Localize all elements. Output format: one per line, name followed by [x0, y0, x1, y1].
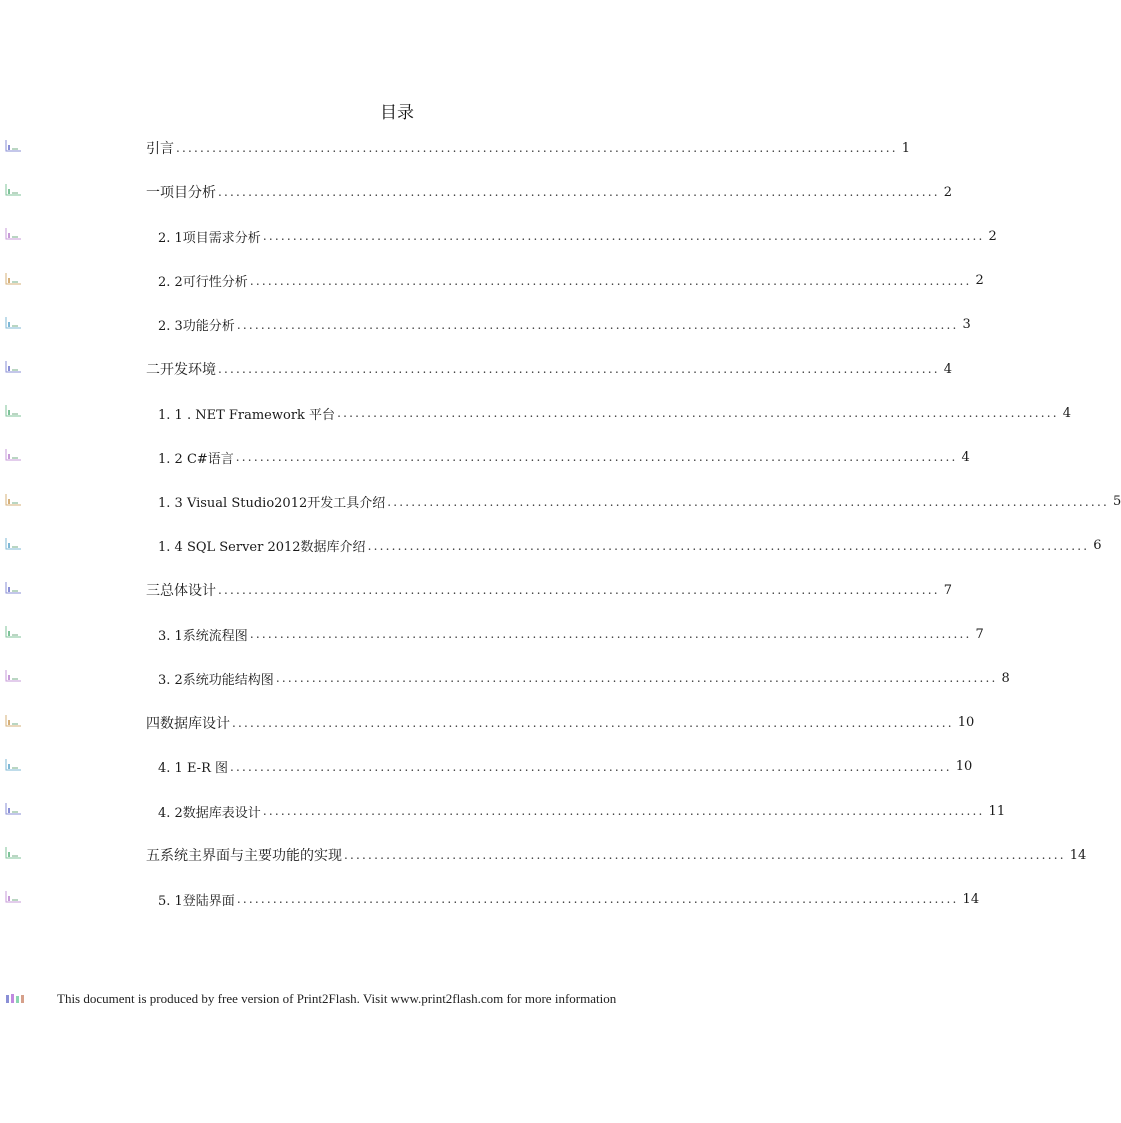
- toc-page-number: 4: [1062, 405, 1072, 421]
- toc-entry-label: 2. 1项目需求分析: [158, 230, 261, 246]
- toc-entry-label: 2. 2可行性分析: [158, 275, 248, 291]
- bookmark-marker-icon: [5, 404, 23, 418]
- toc-entry-label: 5. 1登陆界面: [158, 893, 235, 909]
- toc-entry-label: 四数据库设计: [146, 715, 230, 732]
- toc-leader-dots: ........................................................................................................................: [232, 715, 954, 730]
- toc-entry[interactable]: [158, 269, 984, 293]
- bookmark-marker-icon: [5, 890, 23, 904]
- toc-page-number: 14: [1069, 847, 1087, 863]
- footer: [0, 991, 794, 1009]
- footer-text: This document is produced by free version of Print2Flash. Visit www.print2flash.com for more information: [57, 991, 617, 1006]
- toc-row[interactable]: [0, 711, 975, 735]
- toc-entry[interactable]: [158, 445, 970, 469]
- toc-page-number: 10: [955, 759, 973, 775]
- toc-row[interactable]: [0, 401, 1072, 425]
- toc-page-number: 11: [988, 803, 1006, 819]
- toc-entry[interactable]: [158, 622, 984, 646]
- bookmark-marker-icon: [5, 360, 23, 374]
- bookmark-marker-icon: [5, 802, 23, 816]
- toc-entry[interactable]: [146, 711, 975, 735]
- toc-leader-dots: ........................................................................................................................: [218, 185, 940, 200]
- toc-leader-dots: ........................................................................................................................: [176, 141, 898, 155]
- bookmark-marker-icon: [5, 625, 23, 639]
- toc-row[interactable]: [0, 490, 1121, 514]
- toc-leader-dots: ........................................................................................................................: [337, 406, 1059, 421]
- toc-leader-dots: ........................................................................................................................: [235, 450, 958, 465]
- toc-entry-label: 五系统主界面与主要功能的实现: [146, 848, 342, 865]
- toc-page-number: 7: [975, 626, 984, 642]
- toc-row[interactable]: [0, 755, 973, 779]
- toc-row[interactable]: [0, 843, 1087, 867]
- toc-page-number: 8: [1001, 670, 1010, 686]
- toc-leader-dots: ........................................................................................................................: [249, 627, 972, 642]
- toc-entry-label: 一项目分析: [146, 185, 216, 202]
- toc-page-number: 4: [943, 361, 953, 377]
- toc-row[interactable]: [0, 622, 984, 646]
- toc-row[interactable]: [0, 578, 953, 602]
- toc-entry[interactable]: [146, 843, 1087, 867]
- toc-row[interactable]: [0, 445, 970, 469]
- toc-entry-label: 1. 3 Visual Studio2012开发工具介绍: [158, 496, 386, 512]
- toc-row[interactable]: [0, 180, 953, 204]
- toc-entry[interactable]: [158, 666, 1010, 690]
- toc-leader-dots: ........................................................................................................................: [249, 273, 972, 288]
- toc-entry-label: 2. 3功能分析: [158, 319, 235, 335]
- toc-entry[interactable]: [158, 887, 980, 911]
- toc-page-number: 4: [961, 449, 970, 465]
- toc-entry[interactable]: [158, 755, 973, 779]
- toc-row[interactable]: [0, 313, 971, 337]
- toc-row[interactable]: [0, 224, 997, 248]
- toc-page-number: 1: [901, 140, 911, 156]
- toc-leader-dots: ........................................................................................................................: [236, 892, 959, 907]
- toc-entry[interactable]: [158, 534, 1102, 558]
- bookmark-marker-icon: [5, 272, 23, 286]
- bookmark-marker-icon: [5, 139, 23, 153]
- toc-leader-dots: ........................................................................................................................: [262, 229, 985, 244]
- bookmark-marker-icon: [5, 669, 23, 683]
- toc-page-number: 10: [957, 715, 975, 731]
- toc-page-number: 7: [943, 582, 953, 598]
- toc-row[interactable]: [0, 534, 1102, 558]
- page-title: 目录: [380, 103, 414, 123]
- toc-leader-dots: ........................................................................................................................: [236, 317, 959, 332]
- toc-leader-dots: ........................................................................................................................: [344, 848, 1066, 863]
- toc-leader-dots: ........................................................................................................................: [218, 362, 940, 376]
- toc-row[interactable]: [0, 269, 984, 293]
- toc-entry-label: 1. 4 SQL Server 2012数据库介绍: [158, 540, 366, 556]
- bookmark-marker-icon: [5, 537, 23, 551]
- bookmark-marker-icon: [5, 493, 23, 507]
- toc-entry-label: 1. 1 . NET Framework 平台: [158, 407, 336, 423]
- toc-entry-label: 4. 2数据库表设计: [158, 805, 261, 821]
- toc-entry[interactable]: [158, 401, 1072, 425]
- bookmark-marker-icon: [5, 758, 23, 772]
- toc-entry-label: 3. 2系统功能结构图: [158, 672, 274, 688]
- bookmark-marker-icon: [5, 448, 23, 462]
- bookmark-marker-icon: [5, 846, 23, 860]
- toc-entry[interactable]: [146, 136, 911, 160]
- toc-entry-label: 3. 1系统流程图: [158, 628, 248, 644]
- bookmark-marker-icon: [5, 183, 23, 197]
- toc-page-number: 2: [943, 184, 953, 200]
- toc-entry[interactable]: [158, 490, 1121, 514]
- toc-entry-label: 三总体设计: [146, 583, 216, 599]
- bookmark-marker-icon: [5, 714, 23, 728]
- toc-entry[interactable]: [146, 578, 953, 602]
- toc-leader-dots: ........................................................................................................................: [218, 583, 940, 597]
- toc-row[interactable]: [0, 357, 953, 381]
- toc-page-number: 5: [1112, 494, 1121, 510]
- toc-page-number: 2: [988, 228, 997, 244]
- toc-row[interactable]: [0, 887, 980, 911]
- bookmark-marker-icon: [5, 316, 23, 330]
- toc-entry[interactable]: [146, 180, 953, 204]
- toc-entry-label: 二开发环境: [146, 362, 216, 378]
- toc-entry[interactable]: [158, 799, 1006, 823]
- toc-entry[interactable]: [158, 224, 997, 248]
- toc-entry[interactable]: [146, 357, 953, 381]
- toc-leader-dots: ........................................................................................................................: [367, 538, 1090, 553]
- toc-page-number: 14: [962, 891, 980, 907]
- bookmark-marker-icon: [5, 581, 23, 595]
- toc-page-number: 3: [962, 317, 971, 333]
- toc-entry-label: 引言: [146, 141, 174, 157]
- toc-page-number: 2: [975, 273, 984, 289]
- toc-leader-dots: ........................................................................................................................: [275, 671, 998, 686]
- toc-entry[interactable]: [158, 313, 971, 337]
- toc-leader-dots: ........................................................................................................................: [387, 494, 1109, 509]
- toc-entry-label: 1. 2 C#语言: [158, 451, 234, 467]
- toc-leader-dots: ........................................................................................................................: [262, 804, 985, 818]
- toc-leader-dots: ........................................................................................................................: [229, 759, 952, 774]
- toc-row[interactable]: [0, 136, 911, 160]
- toc-entry-label: 4. 1 E-R 图: [158, 761, 228, 777]
- bookmark-marker-icon: [5, 227, 23, 241]
- watermark-icon: [5, 992, 23, 1006]
- toc-row[interactable]: [0, 666, 1010, 690]
- toc-page-number: 6: [1093, 538, 1102, 554]
- toc-row[interactable]: [0, 799, 1006, 823]
